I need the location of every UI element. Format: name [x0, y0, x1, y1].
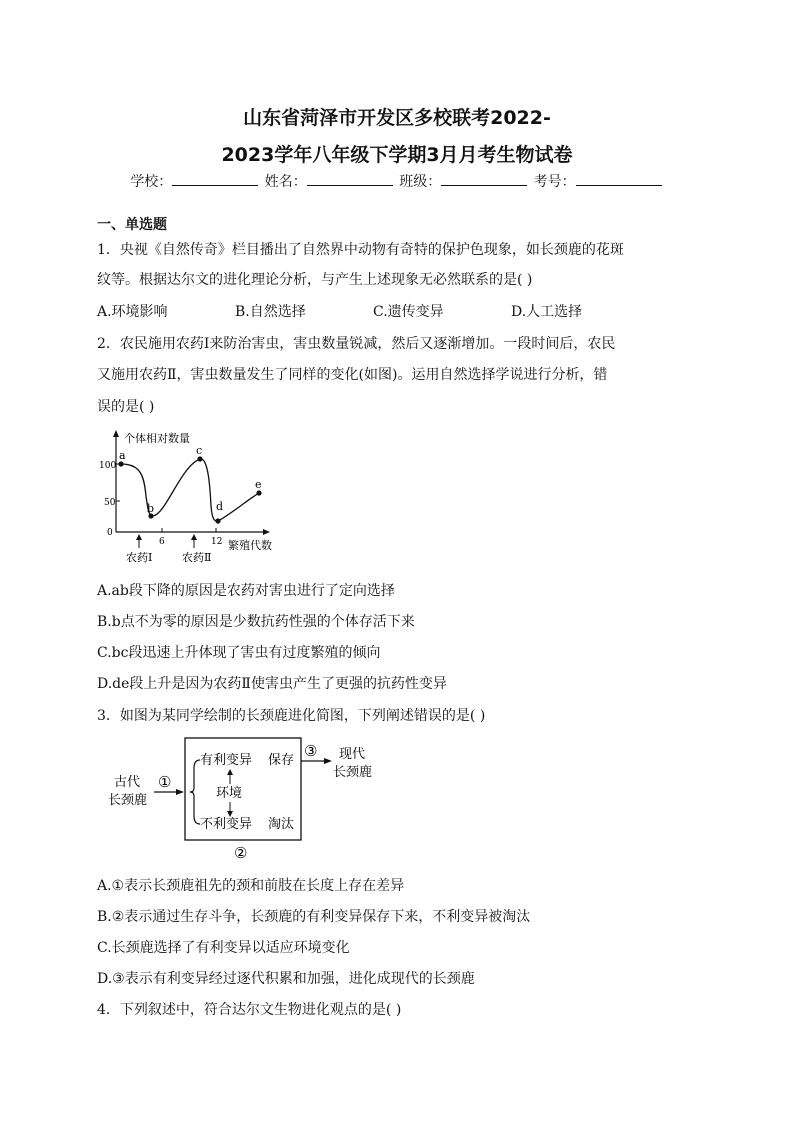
q1-option-d[interactable]: D.人工选择	[511, 304, 583, 320]
ancient-giraffe-line2: 长颈鹿	[108, 793, 148, 808]
arrow-1-head	[176, 789, 184, 795]
q3-option-d[interactable]: D.③表示有利变异经过逐代积累和加强，进化成现代的长颈鹿	[97, 971, 475, 987]
q2-option-b[interactable]: B.b点不为零的原因是少数抗药性强的个体存活下来	[97, 614, 415, 630]
point-d-label: d	[216, 500, 224, 513]
pesticide2-arrow	[191, 534, 197, 540]
point-c-label: c	[196, 444, 203, 457]
eliminate-label: 淘汰	[268, 817, 295, 832]
q4-stem: 4．下列叙述中，符合达尔文生物进化观点的是( )	[97, 1002, 402, 1018]
q3-option-a[interactable]: A.①表示长颈鹿祖先的颈和前肢在长度上存在差异	[97, 878, 405, 894]
q2-pest-population-chart	[96, 426, 286, 571]
q3-option-b[interactable]: B.②表示通过生存斗争，长颈鹿的有利变异保存下来，不利变异被淘汰	[97, 909, 531, 925]
step-3-label: ③	[304, 742, 318, 760]
number-label: 考号：	[533, 174, 576, 190]
favorable-variation-label: 有利变异	[200, 753, 253, 768]
point-a-marker	[118, 461, 123, 466]
q2-option-c[interactable]: C.bc段迅速上升体现了害虫有过度繁殖的倾向	[97, 645, 381, 661]
q3-option-c[interactable]: C.长颈鹿选择了有利变异以适应环境变化	[97, 940, 350, 956]
point-c-marker	[197, 456, 202, 461]
step-2-label: ②	[234, 844, 248, 862]
school-label: 学校：	[130, 174, 173, 190]
x-axis-label: 繁殖代数	[228, 539, 272, 552]
y-tick-50: 50	[104, 498, 116, 508]
y-tick-100: 100	[99, 461, 117, 471]
q2-option-a[interactable]: A.ab段下降的原因是农药对害虫进行了定向选择	[97, 583, 395, 599]
section-heading: 一、单选题	[97, 217, 167, 233]
school-blank[interactable]	[172, 173, 258, 186]
arrow-3-head	[324, 758, 332, 764]
x-axis-arrowhead	[263, 529, 270, 535]
q3-stem: 3．如图为某同学绘制的长颈鹿进化简图，下列阐述错误的是( )	[97, 708, 486, 724]
exam-title-line2: 2023学年八年级下学期3月月考生物试卷	[221, 144, 573, 166]
pesticide1-label: 农药Ⅰ	[126, 551, 153, 564]
x-tick-6: 6	[159, 537, 165, 547]
point-a-label: a	[119, 449, 126, 462]
q1-option-c[interactable]: C.遗传变异	[373, 304, 444, 320]
modern-giraffe-line1: 现代	[339, 747, 366, 762]
env-up-arrow	[227, 769, 233, 775]
y-tick-0: 0	[107, 528, 113, 538]
unfavorable-variation-label: 不利变异	[200, 817, 253, 832]
number-blank[interactable]	[576, 173, 662, 186]
population-curve	[121, 459, 259, 521]
class-label: 班级：	[399, 174, 442, 190]
q1-option-a[interactable]: A.环境影响	[97, 304, 168, 320]
pesticide2-label: 农药Ⅱ	[182, 551, 212, 564]
q3-giraffe-evolution-diagram	[96, 734, 396, 864]
modern-giraffe-line2: 长颈鹿	[333, 765, 373, 780]
y-axis-label: 个体相对数量	[124, 432, 190, 445]
point-b-label: b	[147, 502, 155, 515]
step-1-label: ①	[158, 773, 172, 791]
q2-stem-line1: 2．农民施用农药Ⅰ来防治害虫，害虫数量锐减，然后又逐渐增加。一段时间后，农民	[97, 336, 616, 352]
class-blank[interactable]	[441, 173, 527, 186]
q2-stem-line3: 误的是( )	[97, 399, 155, 415]
point-e-marker	[256, 490, 261, 495]
q2-stem-line2: 又施用农药Ⅱ，害虫数量发生了同样的变化(如图)。运用自然选择学说进行分析，错	[97, 367, 608, 383]
point-e-label: e	[255, 478, 262, 491]
q1-options	[97, 301, 649, 321]
y-axis-arrowhead	[113, 430, 119, 437]
q2-option-d[interactable]: D.de段上升是因为农药Ⅱ使害虫产生了更强的抗药性变异	[97, 676, 447, 692]
x-tick-12: 12	[211, 537, 223, 547]
brace	[190, 760, 200, 824]
ancient-giraffe-line1: 古代	[114, 775, 141, 790]
keep-label: 保存	[268, 753, 295, 768]
q1-stem-line2: 纹等。根据达尔文的进化理论分析，与产生上述现象无必然联系的是( )	[97, 272, 533, 288]
q1-option-b[interactable]: B.自然选择	[235, 304, 306, 320]
point-d-marker	[215, 518, 220, 523]
student-info-row	[0, 171, 794, 191]
environment-label: 环境	[216, 786, 243, 801]
q1-stem-line1: 1．央视《自然传奇》栏目播出了自然界中动物有奇特的保护色现象，如长颈鹿的花斑	[97, 242, 624, 258]
exam-title-line1: 山东省菏泽市开发区多校联考2022-	[243, 107, 551, 129]
pesticide1-arrow	[136, 534, 142, 540]
name-blank[interactable]	[307, 173, 393, 186]
name-label: 姓名：	[264, 174, 307, 190]
